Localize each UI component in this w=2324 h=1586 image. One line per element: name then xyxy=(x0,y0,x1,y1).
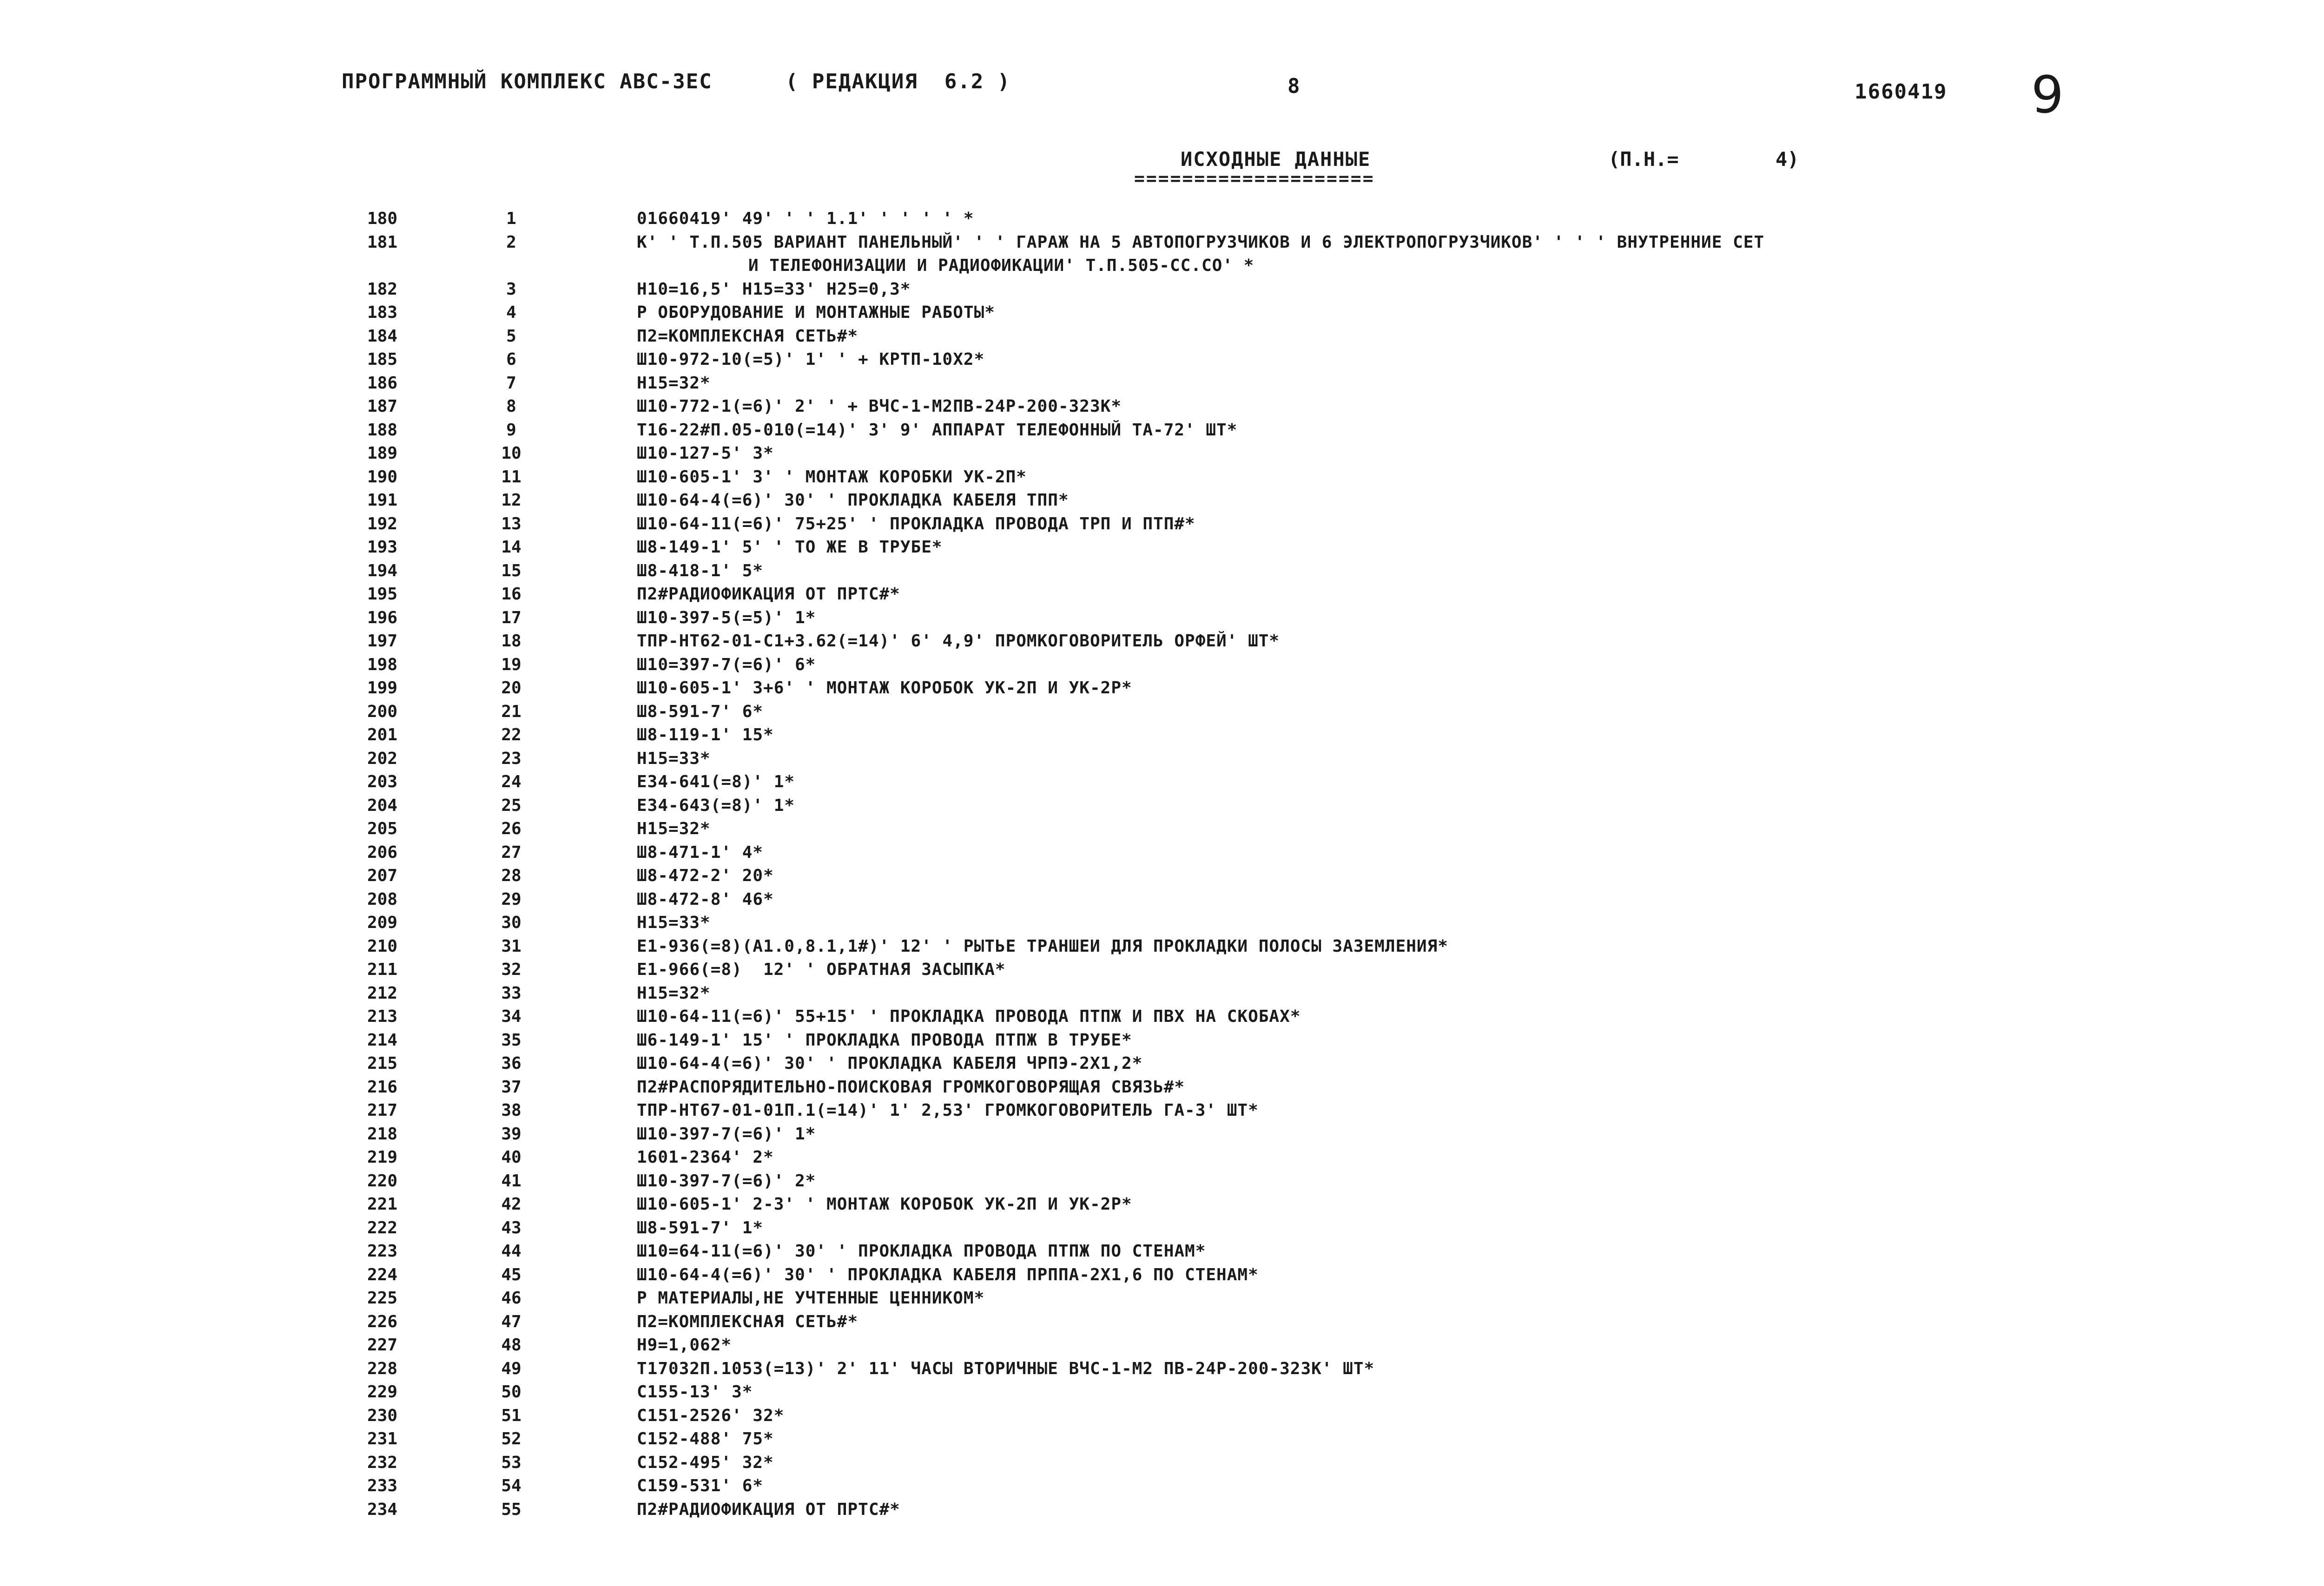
record-text: Ш8-472-2' 20* xyxy=(637,866,774,885)
record-text: Н15=32* xyxy=(637,373,711,393)
record-text: П2#РАСПОРЯДИТЕЛЬНО-ПОИСКОВАЯ ГРОМКОГОВОРЯЩАЯ СВЯЗЬ#* xyxy=(637,1077,1185,1097)
listing-row xyxy=(0,1031,2324,1054)
record-text: Н15=33* xyxy=(637,749,711,768)
record-text: Ш10-605-1' 3' ' МОНТАЖ КОРОБКИ УК-2П* xyxy=(637,467,1027,487)
line-number: 204 xyxy=(367,796,398,815)
sequence-number: 16 xyxy=(501,585,522,604)
listing-row xyxy=(0,280,2324,303)
sequence-number: 43 xyxy=(501,1218,522,1237)
listing-row xyxy=(0,608,2324,632)
sequence-number: 31 xyxy=(501,936,522,956)
sequence-number: 53 xyxy=(501,1453,522,1472)
sequence-number: 24 xyxy=(501,772,522,791)
sequence-number: 46 xyxy=(501,1289,522,1308)
listing-row xyxy=(0,1148,2324,1171)
record-text: 01660419' 49' ' ' 1.1' ' ' ' ' * xyxy=(637,209,974,228)
record-text: ТПР-НТ62-01-С1+З.62(=14)' 6' 4,9' ПРОМКОГОВОРИТЕЛЬ ОРФЕЙ' ШТ* xyxy=(637,632,1280,651)
record-text: П2#РАДИОФИКАЦИЯ ОТ ПРТС#* xyxy=(637,585,900,604)
sequence-number: 41 xyxy=(501,1171,522,1191)
line-number: 206 xyxy=(367,842,398,862)
record-text: Ш10-397-5(=5)' 1* xyxy=(637,608,816,627)
listing-row xyxy=(0,678,2324,702)
sequence-number: 7 xyxy=(506,373,516,393)
record-text: ТПР-НТ67-01-01П.1(=14)' 1' 2,53' ГРОМКОГОВОРИТЕЛЬ ГА-3' ШТ* xyxy=(637,1101,1259,1120)
line-number: 193 xyxy=(367,538,398,557)
sequence-number: 39 xyxy=(501,1124,522,1144)
record-text: Н9=1,062* xyxy=(637,1336,732,1355)
sequence-number: 30 xyxy=(501,913,522,932)
record-text: Е34-643(=8)' 1* xyxy=(637,796,795,815)
line-number: 207 xyxy=(367,866,398,885)
line-number: 182 xyxy=(367,279,398,299)
sequence-number: 2 xyxy=(506,232,516,252)
line-number: 180 xyxy=(367,209,398,228)
line-number: 213 xyxy=(367,1007,398,1026)
line-number: 187 xyxy=(367,397,398,416)
record-text: Ш10-397-7(=6)' 1* xyxy=(637,1124,816,1144)
sequence-number: 36 xyxy=(501,1054,522,1073)
line-number: 210 xyxy=(367,936,398,956)
record-text: Ш8-471-1' 4* xyxy=(637,842,764,862)
sequence-number: 21 xyxy=(501,702,522,721)
listing-row xyxy=(0,1453,2324,1477)
record-text: Н15=32* xyxy=(637,983,711,1003)
sequence-number: 5 xyxy=(506,326,516,346)
sequence-number: 49 xyxy=(501,1359,522,1378)
line-number: 216 xyxy=(367,1077,398,1097)
line-number: 228 xyxy=(367,1359,398,1378)
sequence-number: 27 xyxy=(501,842,522,862)
sequence-number: 29 xyxy=(501,889,522,909)
sequence-number: 12 xyxy=(501,491,522,510)
record-text: Ш10-64-11(=6)' 75+25' ' ПРОКЛАДКА ПРОВОДА ТРП И ПТП#* xyxy=(637,514,1195,533)
record-text: Ш10-64-4(=6)' 30' ' ПРОКЛАДКА КАБЕЛЯ ЧРПЭ-2Х1,2* xyxy=(637,1054,1143,1073)
sequence-number: 11 xyxy=(501,467,522,487)
listing-row xyxy=(0,1078,2324,1101)
sequence-number: 28 xyxy=(501,866,522,885)
page-number: 8 xyxy=(1287,74,1301,98)
line-number: 190 xyxy=(367,467,398,487)
line-number: 227 xyxy=(367,1336,398,1355)
line-number: 221 xyxy=(367,1195,398,1214)
sequence-number: 1 xyxy=(506,209,516,228)
listing-row xyxy=(0,1359,2324,1383)
record-text: Ш8-149-1' 5' ' ТО ЖЕ В ТРУБЕ* xyxy=(637,538,943,557)
listing-row xyxy=(0,843,2324,867)
listing-row xyxy=(0,1101,2324,1125)
record-text: С159-531' 6* xyxy=(637,1476,764,1495)
data-listing xyxy=(0,209,2324,1523)
line-number: 194 xyxy=(367,561,398,580)
line-number: 226 xyxy=(367,1312,398,1331)
listing-row xyxy=(0,960,2324,984)
sequence-number: 10 xyxy=(501,444,522,463)
listing-row xyxy=(0,444,2324,467)
edition-label: ( РЕДАКЦИЯ 6.2 ) xyxy=(786,70,1011,93)
record-text: Е34-641(=8)' 1* xyxy=(637,772,795,791)
sequence-number: 55 xyxy=(501,1500,522,1519)
listing-row xyxy=(0,819,2324,843)
sequence-number: 40 xyxy=(501,1148,522,1167)
listing-row xyxy=(0,1429,2324,1453)
line-number: 217 xyxy=(367,1101,398,1120)
sequence-number: 23 xyxy=(501,749,522,768)
record-text: С151-2526' 32* xyxy=(637,1406,785,1425)
line-number: 233 xyxy=(367,1476,398,1495)
sequence-number: 47 xyxy=(501,1312,522,1331)
listing-row xyxy=(0,233,2324,280)
record-text: Ш10-397-7(=6)' 2* xyxy=(637,1171,816,1191)
listing-row xyxy=(0,1171,2324,1195)
document-id: 1660419 xyxy=(1855,80,1948,104)
line-number: 215 xyxy=(367,1054,398,1073)
line-number: 189 xyxy=(367,444,398,463)
listing-row xyxy=(0,1054,2324,1078)
listing-row xyxy=(0,1476,2324,1500)
line-number: 200 xyxy=(367,702,398,721)
sequence-number: 45 xyxy=(501,1265,522,1284)
sequence-number: 32 xyxy=(501,960,522,979)
line-number: 183 xyxy=(367,303,398,322)
listing-row xyxy=(0,1242,2324,1265)
line-number: 198 xyxy=(367,655,398,674)
line-number: 201 xyxy=(367,725,398,744)
record-text: Ш10-605-1' 2-3' ' МОНТАЖ КОРОБОК УК-2П И УК-2Р* xyxy=(637,1195,1132,1214)
sequence-number: 13 xyxy=(501,514,522,533)
sequence-number: 6 xyxy=(506,350,516,369)
listing-row xyxy=(0,374,2324,397)
line-number: 211 xyxy=(367,960,398,979)
line-number: 229 xyxy=(367,1382,398,1402)
sequence-number: 20 xyxy=(501,678,522,698)
line-number: 219 xyxy=(367,1148,398,1167)
record-continuation: И ТЕЛЕФОНИЗАЦИИ И РАДИОФИКАЦИИ' Т.П.505-СС.СО' * xyxy=(748,256,1254,275)
listing-row xyxy=(0,725,2324,749)
record-text: П2=КОМПЛЕКСНАЯ СЕТЬ#* xyxy=(637,1312,858,1331)
sequence-number: 34 xyxy=(501,1007,522,1026)
sequence-number: 35 xyxy=(501,1030,522,1050)
line-number: 208 xyxy=(367,889,398,909)
handwritten-page-mark: 9 xyxy=(2031,65,2064,125)
sequence-number: 42 xyxy=(501,1195,522,1214)
sequence-number: 22 xyxy=(501,725,522,744)
listing-row xyxy=(0,1265,2324,1289)
listing-row xyxy=(0,585,2324,608)
record-text: Ш10=64-11(=6)' 30' ' ПРОКЛАДКА ПРОВОДА ПТПЖ ПО СТЕНАМ* xyxy=(637,1242,1206,1261)
record-text: Ш8-119-1' 15* xyxy=(637,725,774,744)
record-text: К' ' Т.П.505 ВАРИАНТ ПАНЕЛЬНЫЙ' ' ' ГАРАЖ НА 5 АВТОПОГРУЗЧИКОВ И 6 ЭЛЕКТРОПОГРУЗЧИКОВ' ' ' ' ВНУТРЕННИЕ СЕТ xyxy=(637,232,1765,252)
sequence-number: 15 xyxy=(501,561,522,580)
listing-row xyxy=(0,514,2324,538)
line-number: 188 xyxy=(367,420,398,440)
listing-row xyxy=(0,632,2324,655)
line-number: 224 xyxy=(367,1265,398,1284)
listing-row xyxy=(0,1312,2324,1336)
record-text: Ш10-127-5' 3* xyxy=(637,444,774,463)
line-number: 205 xyxy=(367,819,398,838)
record-text: Н15=32* xyxy=(637,819,711,838)
listing-row xyxy=(0,303,2324,327)
record-text: Ш10-64-4(=6)' 30' ' ПРОКЛАДКА КАБЕЛЯ ТПП* xyxy=(637,491,1069,510)
line-number: 197 xyxy=(367,632,398,651)
sequence-number: 52 xyxy=(501,1429,522,1448)
listing-row xyxy=(0,796,2324,820)
line-number: 222 xyxy=(367,1218,398,1237)
line-number: 186 xyxy=(367,373,398,393)
record-text: Р ОБОРУДОВАНИЕ И МОНТАЖНЫЕ РАБОТЫ* xyxy=(637,303,995,322)
sequence-number: 50 xyxy=(501,1382,522,1402)
record-text: Е1-936(=8)(А1.0,8.1,1#)' 12' ' РЫТЬЕ ТРАНШЕИ ДЛЯ ПРОКЛАДКИ ПОЛОСЫ ЗАЗЕМЛЕНИЯ* xyxy=(637,936,1448,956)
line-number: 231 xyxy=(367,1429,398,1448)
listing-row xyxy=(0,772,2324,796)
sequence-number: 9 xyxy=(506,420,516,440)
line-number: 212 xyxy=(367,983,398,1003)
record-text: 1601-2364' 2* xyxy=(637,1148,774,1167)
record-text: Ш10-972-10(=5)' 1' ' + КРТП-10Х2* xyxy=(637,350,985,369)
section-underline: ==================== xyxy=(1134,168,1375,189)
sequence-number: 44 xyxy=(501,1242,522,1261)
listing-row xyxy=(0,937,2324,961)
record-text: Ш10-605-1' 3+6' ' МОНТАЖ КОРОБОК УК-2П И УК-2Р* xyxy=(637,678,1132,698)
sequence-number: 51 xyxy=(501,1406,522,1425)
line-number: 199 xyxy=(367,678,398,698)
listing-row xyxy=(0,1218,2324,1242)
listing-row xyxy=(0,538,2324,561)
sequence-number: 14 xyxy=(501,538,522,557)
sequence-number: 26 xyxy=(501,819,522,838)
line-number: 218 xyxy=(367,1124,398,1144)
record-text: Ш8-591-7' 6* xyxy=(637,702,764,721)
listing-row xyxy=(0,327,2324,350)
line-number: 184 xyxy=(367,326,398,346)
listing-row xyxy=(0,561,2324,585)
listing-row xyxy=(0,1382,2324,1406)
record-text: П2#РАДИОФИКАЦИЯ ОТ ПРТС#* xyxy=(637,1500,900,1519)
line-number: 192 xyxy=(367,514,398,533)
line-number: 202 xyxy=(367,749,398,768)
line-number: 209 xyxy=(367,913,398,932)
sequence-number: 3 xyxy=(506,279,516,299)
record-text: Ш10-772-1(=6)' 2' ' + ВЧС-1-М2ПВ-24Р-200-323К* xyxy=(637,397,1122,416)
listing-row xyxy=(0,209,2324,233)
line-number: 230 xyxy=(367,1406,398,1425)
sequence-number: 54 xyxy=(501,1476,522,1495)
listing-row xyxy=(0,1125,2324,1148)
record-text: Н10=16,5' Н15=33' Н25=0,3* xyxy=(637,279,911,299)
record-text: Ш6-149-1' 15' ' ПРОКЛАДКА ПРОВОДА ПТПЖ В ТРУБЕ* xyxy=(637,1030,1132,1050)
line-number: 225 xyxy=(367,1289,398,1308)
line-number: 223 xyxy=(367,1242,398,1261)
record-text: Ш10-64-4(=6)' 30' ' ПРОКЛАДКА КАБЕЛЯ ПРППА-2Х1,6 ПО СТЕНАМ* xyxy=(637,1265,1259,1284)
line-number: 196 xyxy=(367,608,398,627)
line-number: 234 xyxy=(367,1500,398,1519)
listing-row xyxy=(0,1195,2324,1218)
sequence-number: 33 xyxy=(501,983,522,1003)
listing-row xyxy=(0,1500,2324,1524)
listing-row xyxy=(0,890,2324,914)
record-text: Т16-22#П.05-010(=14)' 3' 9' АППАРАТ ТЕЛЕФОННЫЙ ТА-72' ШТ* xyxy=(637,420,1238,440)
record-text: Е1-966(=8) 12' ' ОБРАТНАЯ ЗАСЫПКА* xyxy=(637,960,1006,979)
record-text: С152-495' 32* xyxy=(637,1453,774,1472)
sequence-number: 38 xyxy=(501,1101,522,1120)
sequence-number: 4 xyxy=(506,303,516,322)
record-text: Ш8-472-8' 46* xyxy=(637,889,774,909)
pn-label: (П.Н.= xyxy=(1608,148,1679,171)
sequence-number: 8 xyxy=(506,397,516,416)
sequence-number: 25 xyxy=(501,796,522,815)
line-number: 220 xyxy=(367,1171,398,1191)
listing-row xyxy=(0,1406,2324,1430)
line-number: 181 xyxy=(367,232,398,252)
listing-row xyxy=(0,655,2324,679)
sequence-number: 18 xyxy=(501,632,522,651)
pn-value: 4) xyxy=(1776,148,1799,171)
listing-row xyxy=(0,749,2324,773)
record-text: С155-13' 3* xyxy=(637,1382,753,1402)
sequence-number: 37 xyxy=(501,1077,522,1097)
listing-row xyxy=(0,866,2324,890)
sequence-number: 48 xyxy=(501,1336,522,1355)
listing-row xyxy=(0,491,2324,514)
listing-row xyxy=(0,702,2324,726)
listing-row xyxy=(0,913,2324,937)
line-number: 185 xyxy=(367,350,398,369)
record-text: Ш8-418-1' 5* xyxy=(637,561,764,580)
record-text: Р МАТЕРИАЛЫ,НЕ УЧТЕННЫЕ ЦЕННИКОМ* xyxy=(637,1289,985,1308)
record-text: Ш10-64-11(=6)' 55+15' ' ПРОКЛАДКА ПРОВОДА ПТПЖ И ПВХ НА СКОБАХ* xyxy=(637,1007,1301,1026)
record-text: Т17032П.1053(=13)' 2' 11' ЧАСЫ ВТОРИЧНЫЕ ВЧС-1-М2 ПВ-24Р-200-323К' ШТ* xyxy=(637,1359,1375,1378)
listing-row xyxy=(0,1336,2324,1359)
line-number: 214 xyxy=(367,1030,398,1050)
listing-row xyxy=(0,984,2324,1007)
listing-row xyxy=(0,350,2324,374)
line-number: 191 xyxy=(367,491,398,510)
sequence-number: 19 xyxy=(501,655,522,674)
record-text: П2=КОМПЛЕКСНАЯ СЕТЬ#* xyxy=(637,326,858,346)
listing-row xyxy=(0,421,2324,444)
line-number: 203 xyxy=(367,772,398,791)
listing-row xyxy=(0,1007,2324,1031)
listing-row xyxy=(0,397,2324,421)
program-title: ПРОГРАММНЫЙ КОМПЛЕКС АВС-3ЕС xyxy=(342,70,713,93)
section-title: ИСХОДНЫЕ ДАННЫЕ xyxy=(1181,148,1371,171)
listing-row xyxy=(0,1289,2324,1312)
line-number: 232 xyxy=(367,1453,398,1472)
listing-row xyxy=(0,467,2324,491)
record-text: Н15=33* xyxy=(637,913,711,932)
record-text: С152-488' 75* xyxy=(637,1429,774,1448)
line-number: 195 xyxy=(367,585,398,604)
sequence-number: 17 xyxy=(501,608,522,627)
record-text: Ш8-591-7' 1* xyxy=(637,1218,764,1237)
record-text: Ш10=397-7(=6)' 6* xyxy=(637,655,816,674)
